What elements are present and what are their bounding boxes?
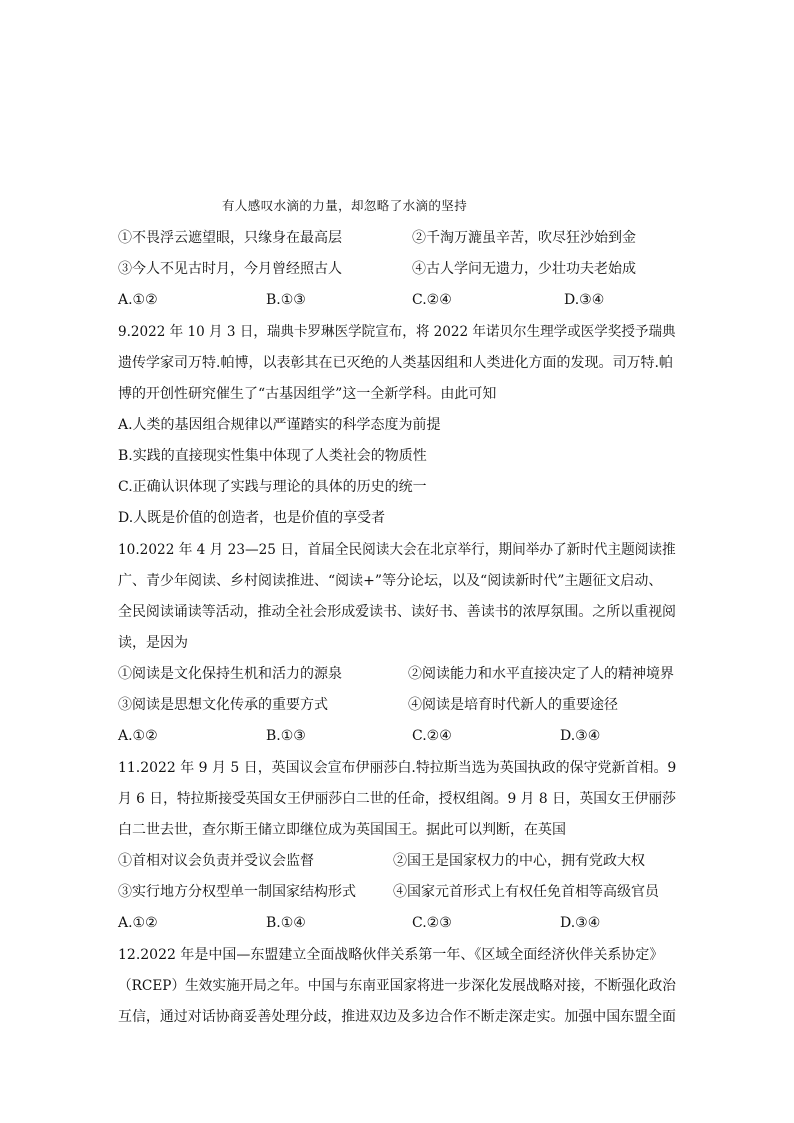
q11-stem-line-2: 月 6 日，特拉斯接受英国女王伊丽莎白二世的任命，授权组阁。9 月 8 日，英国女王伊丽莎 bbox=[118, 791, 676, 807]
q11-option-b: B.①④ bbox=[266, 915, 306, 931]
q8-option-d: D.③④ bbox=[564, 292, 605, 308]
q10-option-a: A.①② bbox=[118, 728, 158, 744]
q10-statement-1: ①阅读是文化保持生机和活力的源泉 bbox=[118, 666, 342, 682]
q10-option-d: D.③④ bbox=[560, 728, 601, 744]
q8-option-a: A.①② bbox=[118, 292, 158, 308]
q10-option-b: B.①③ bbox=[266, 728, 306, 744]
q9-stem-line-1: 9.2022 年 10 月 3 日，瑞典卡罗琳医学院宣布，将 2022 年诺贝尔生理学或医学奖授予瑞典 bbox=[118, 324, 676, 340]
q9-stem-line-3: 博的开创性研究催生了“古基因组学”这一全新学科。由此可知 bbox=[118, 386, 497, 402]
q9-option-d: D.人既是价值的创造者，也是价值的享受者 bbox=[118, 510, 386, 526]
q8-statement-4: ④古人学问无遗力，少壮功夫老始成 bbox=[412, 261, 636, 277]
q12-stem-line-2: （RCEP）生效实施开局之年。中国与东南亚国家将进一步深化发展战略对接，不断强化政治 bbox=[118, 978, 676, 994]
q11-statement-3: ③实行地方分权型单一制国家结构形式 bbox=[118, 884, 356, 900]
q11-option-a: A.①② bbox=[118, 915, 158, 931]
q11-option-d: D.③④ bbox=[560, 915, 601, 931]
q10-statement-4: ④阅读是培育时代新人的重要途径 bbox=[408, 697, 618, 713]
figure-caption: 有人感叹水滴的力量，却忽略了水滴的坚持 bbox=[222, 198, 468, 213]
q11-option-c: C.②③ bbox=[412, 915, 452, 931]
q10-stem-line-3: 全民阅读诵读等活动，推动全社会形成爱读书、读好书、善读书的浓厚氛围。之所以重视阅 bbox=[118, 604, 676, 620]
q8-statement-2: ②千淘万漉虽辛苦，吹尽狂沙始到金 bbox=[412, 230, 636, 246]
q11-statement-2: ②国王是国家权力的中心，拥有党政大权 bbox=[393, 853, 645, 869]
q8-statement-3: ③今人不见古时月，今月曾经照古人 bbox=[118, 261, 342, 277]
q10-statement-2: ②阅读能力和水平直接决定了人的精神境界 bbox=[408, 666, 674, 682]
q11-stem-line-1: 11.2022 年 9 月 5 日，英国议会宣布伊丽莎白.特拉斯当选为英国执政的保守党新首相。9 bbox=[118, 760, 677, 776]
q10-stem-line-2: 广、青少年阅读、乡村阅读推进、“阅读+”等分论坛，以及“阅读新时代”主题征文启动、 bbox=[118, 573, 663, 589]
q10-stem-line-1: 10.2022 年 4 月 23—25 日，首届全民阅读大会在北京举行，期间举办了新时代主题阅读推 bbox=[118, 542, 676, 558]
q8-option-c: C.②④ bbox=[412, 292, 452, 308]
q12-stem-line-1: 12.2022 年是中国—东盟建立全面战略伙伴关系第一年、《区域全面经济伙伴关系协定》 bbox=[118, 947, 664, 963]
q9-option-b: B.实践的直接现实性集中体现了人类社会的物质性 bbox=[118, 448, 427, 464]
q11-stem-line-3: 白二世去世，查尔斯王储立即继位成为英国国王。据此可以判断，在英国 bbox=[118, 822, 566, 838]
q12-stem-line-3: 互信，通过对话协商妥善处理分歧，推进双边及多边合作不断走深走实。加强中国东盟全面 bbox=[118, 1009, 676, 1025]
q10-statement-3: ③阅读是思想文化传承的重要方式 bbox=[118, 697, 328, 713]
q10-stem-line-4: 读，是因为 bbox=[118, 635, 188, 651]
q9-option-c: C.正确认识体现了实践与理论的具体的历史的统一 bbox=[118, 479, 427, 495]
q8-option-b: B.①③ bbox=[266, 292, 306, 308]
q11-statement-4: ④国家元首形式上有权任免首相等高级官员 bbox=[393, 884, 659, 900]
q9-option-a: A.人类的基因组合规律以严谨踏实的科学态度为前提 bbox=[118, 417, 441, 433]
q8-statement-1: ①不畏浮云遮望眼，只缘身在最高层 bbox=[118, 230, 342, 246]
q11-statement-1: ①首相对议会负责并受议会监督 bbox=[118, 853, 314, 869]
q10-option-c: C.②④ bbox=[412, 728, 452, 744]
q9-stem-line-2: 遗传学家司万特.帕博，以表彰其在已灭绝的人类基因组和人类进化方面的发现。司万特.帕 bbox=[118, 355, 673, 371]
